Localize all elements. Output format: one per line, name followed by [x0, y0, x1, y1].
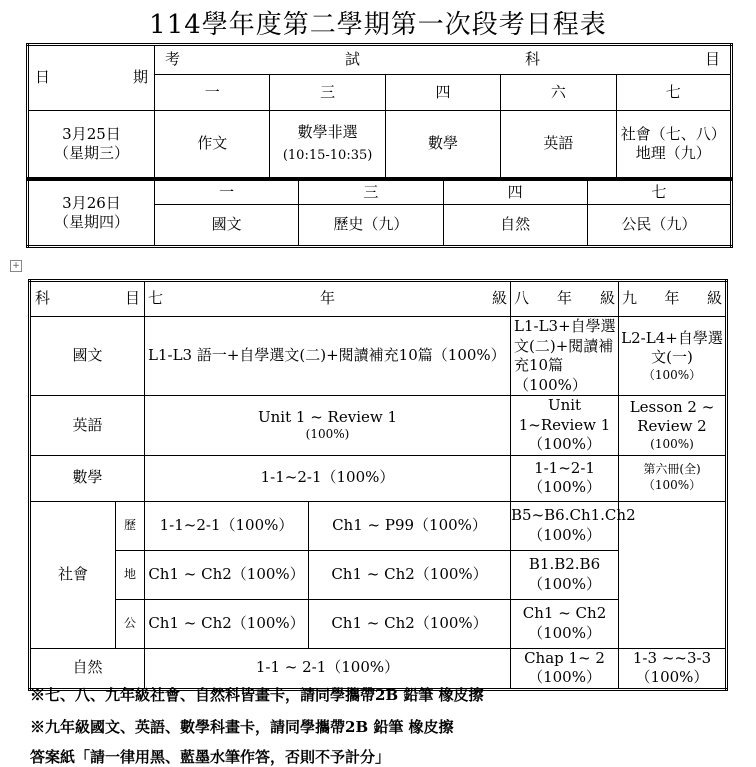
day2-date: [28, 180, 155, 247]
sub-label: 公: [116, 599, 145, 648]
h1: 考: [165, 50, 181, 69]
scope-cell: Unit 1~Review 1（100%）: [511, 396, 619, 456]
subject-col-header: [30, 281, 145, 317]
grade9-header: [619, 281, 727, 317]
subject: 數學: [385, 111, 500, 179]
row-label: 社會: [30, 501, 116, 648]
subject: 英語: [501, 111, 616, 179]
subject: 自然: [443, 205, 587, 247]
date: 3月26日: [62, 193, 121, 212]
h2: 試: [344, 50, 360, 69]
page-title: 114學年度第二學期第一次段考日程表: [149, 10, 607, 40]
scope-cell: [619, 396, 727, 456]
t: Unit 1 ~ Review 1: [258, 407, 398, 426]
subject: 國文: [155, 205, 299, 247]
period: 一: [155, 180, 299, 205]
subject-name: 數學非選: [297, 122, 358, 141]
exam-schedule-day2: [26, 178, 733, 248]
table-move-handle[interactable]: +: [10, 260, 22, 272]
h3: 科: [524, 50, 540, 69]
scope-cell: L1-L3+自學選文(二)+閱讀補充10篇（100%）: [511, 317, 619, 396]
t: (100%): [650, 436, 694, 451]
period: 四: [443, 180, 587, 205]
scope-cell: B1.B2.B6（100%）: [511, 550, 619, 599]
scope-cell: 1-1~2-1（100%）: [145, 455, 511, 501]
period: 三: [270, 75, 385, 111]
period: 一: [155, 75, 270, 111]
h: 級: [706, 289, 722, 308]
sub-label: 歷: [116, 501, 145, 550]
h: 八: [514, 289, 530, 308]
period: 四: [385, 75, 500, 111]
scope-cell: Chap 1~ 2 （100%）: [511, 648, 619, 689]
scope-cell: Ch1 ~ Ch2（100%）: [511, 599, 619, 648]
subject-name: 社會（七、八）: [620, 124, 726, 143]
note-2: ※九年級國文、英語、數學科畫卡，請同學攜帶2B 鉛筆 橡皮擦: [30, 718, 454, 736]
subject: [270, 111, 385, 179]
scope-cell: 1-3 ~~3-3 （100%）: [619, 648, 727, 689]
t: (100%): [305, 427, 350, 442]
h: 年: [320, 289, 336, 308]
date-header-1: 日: [35, 68, 51, 87]
exam-scope-table: [28, 279, 728, 691]
note-3: 答案紙「請一律用黑、藍墨水筆作答，否則不予計分」: [30, 748, 391, 766]
scope-cell: Ch1 ~ Ch2（100%）: [145, 550, 309, 599]
subject: 公民（九）: [587, 205, 731, 247]
grade7-header: [145, 281, 511, 317]
h: 級: [492, 289, 508, 308]
scope-cell: 第六冊(全)（100%）: [619, 455, 727, 501]
grade8-header: [511, 281, 619, 317]
scope-cell: B5~B6.Ch1.Ch2（100%）: [511, 501, 619, 550]
subject: 作文: [155, 111, 270, 179]
period: 七: [616, 75, 731, 111]
period: 六: [501, 75, 616, 111]
sub-label: 地: [116, 550, 145, 599]
note-1: ※七、八、九年級社會、自然科皆畫卡，請同學攜帶2B 鉛筆 橡皮擦: [30, 686, 484, 704]
weekday: （星期三）: [53, 144, 129, 162]
h: 級: [599, 289, 615, 308]
scope-cell: 1-1~2-1（100%）: [145, 501, 309, 550]
time: (10:15-10:35): [282, 148, 373, 164]
weekday: （星期四）: [53, 213, 129, 231]
scope-cell: Ch1 ~ P99（100%）: [309, 501, 511, 550]
date-header-2: 期: [132, 68, 148, 87]
subject-name: 地理（九）: [635, 144, 711, 162]
h: 年: [557, 289, 573, 308]
subject: [616, 111, 731, 179]
scope-cell: Ch1 ~ Ch2（100%）: [309, 599, 511, 648]
period: 三: [299, 180, 443, 205]
day1-date: [28, 111, 155, 179]
t: Lesson 2 ~ Review 2: [629, 397, 715, 436]
scope-cell: L1-L3 語一+自學選文(二)+閱讀補充10篇（100%）: [145, 317, 511, 396]
h4: 目: [704, 50, 720, 69]
scope-cell: 1-1 ~ 2-1（100%）: [145, 648, 511, 689]
row-label: 英語: [30, 396, 145, 456]
h: 七: [148, 289, 164, 308]
scope-cell: 1-1~2-1（100%）: [511, 455, 619, 501]
date-header: [28, 45, 155, 111]
date: 3月25日: [62, 124, 121, 143]
h: 科: [35, 289, 51, 308]
h: 年: [664, 289, 680, 308]
scope-cell: [145, 396, 511, 456]
row-label: 國文: [30, 317, 145, 396]
subject-header: [155, 45, 732, 75]
h: 目: [124, 289, 140, 308]
row-label: 數學: [30, 455, 145, 501]
exam-schedule-table: [26, 43, 733, 180]
period: 七: [587, 180, 731, 205]
scope-cell: Ch1 ~ Ch2（100%）: [145, 599, 309, 648]
h: 九: [622, 289, 638, 308]
t: （100%）: [642, 367, 702, 382]
t: L2-L4+自學選文(一): [621, 328, 723, 367]
subject: 歷史（九）: [299, 205, 443, 247]
row-label: 自然: [30, 648, 145, 689]
scope-cell: Ch1 ~ Ch2（100%）: [309, 550, 511, 599]
scope-cell: [619, 317, 727, 396]
